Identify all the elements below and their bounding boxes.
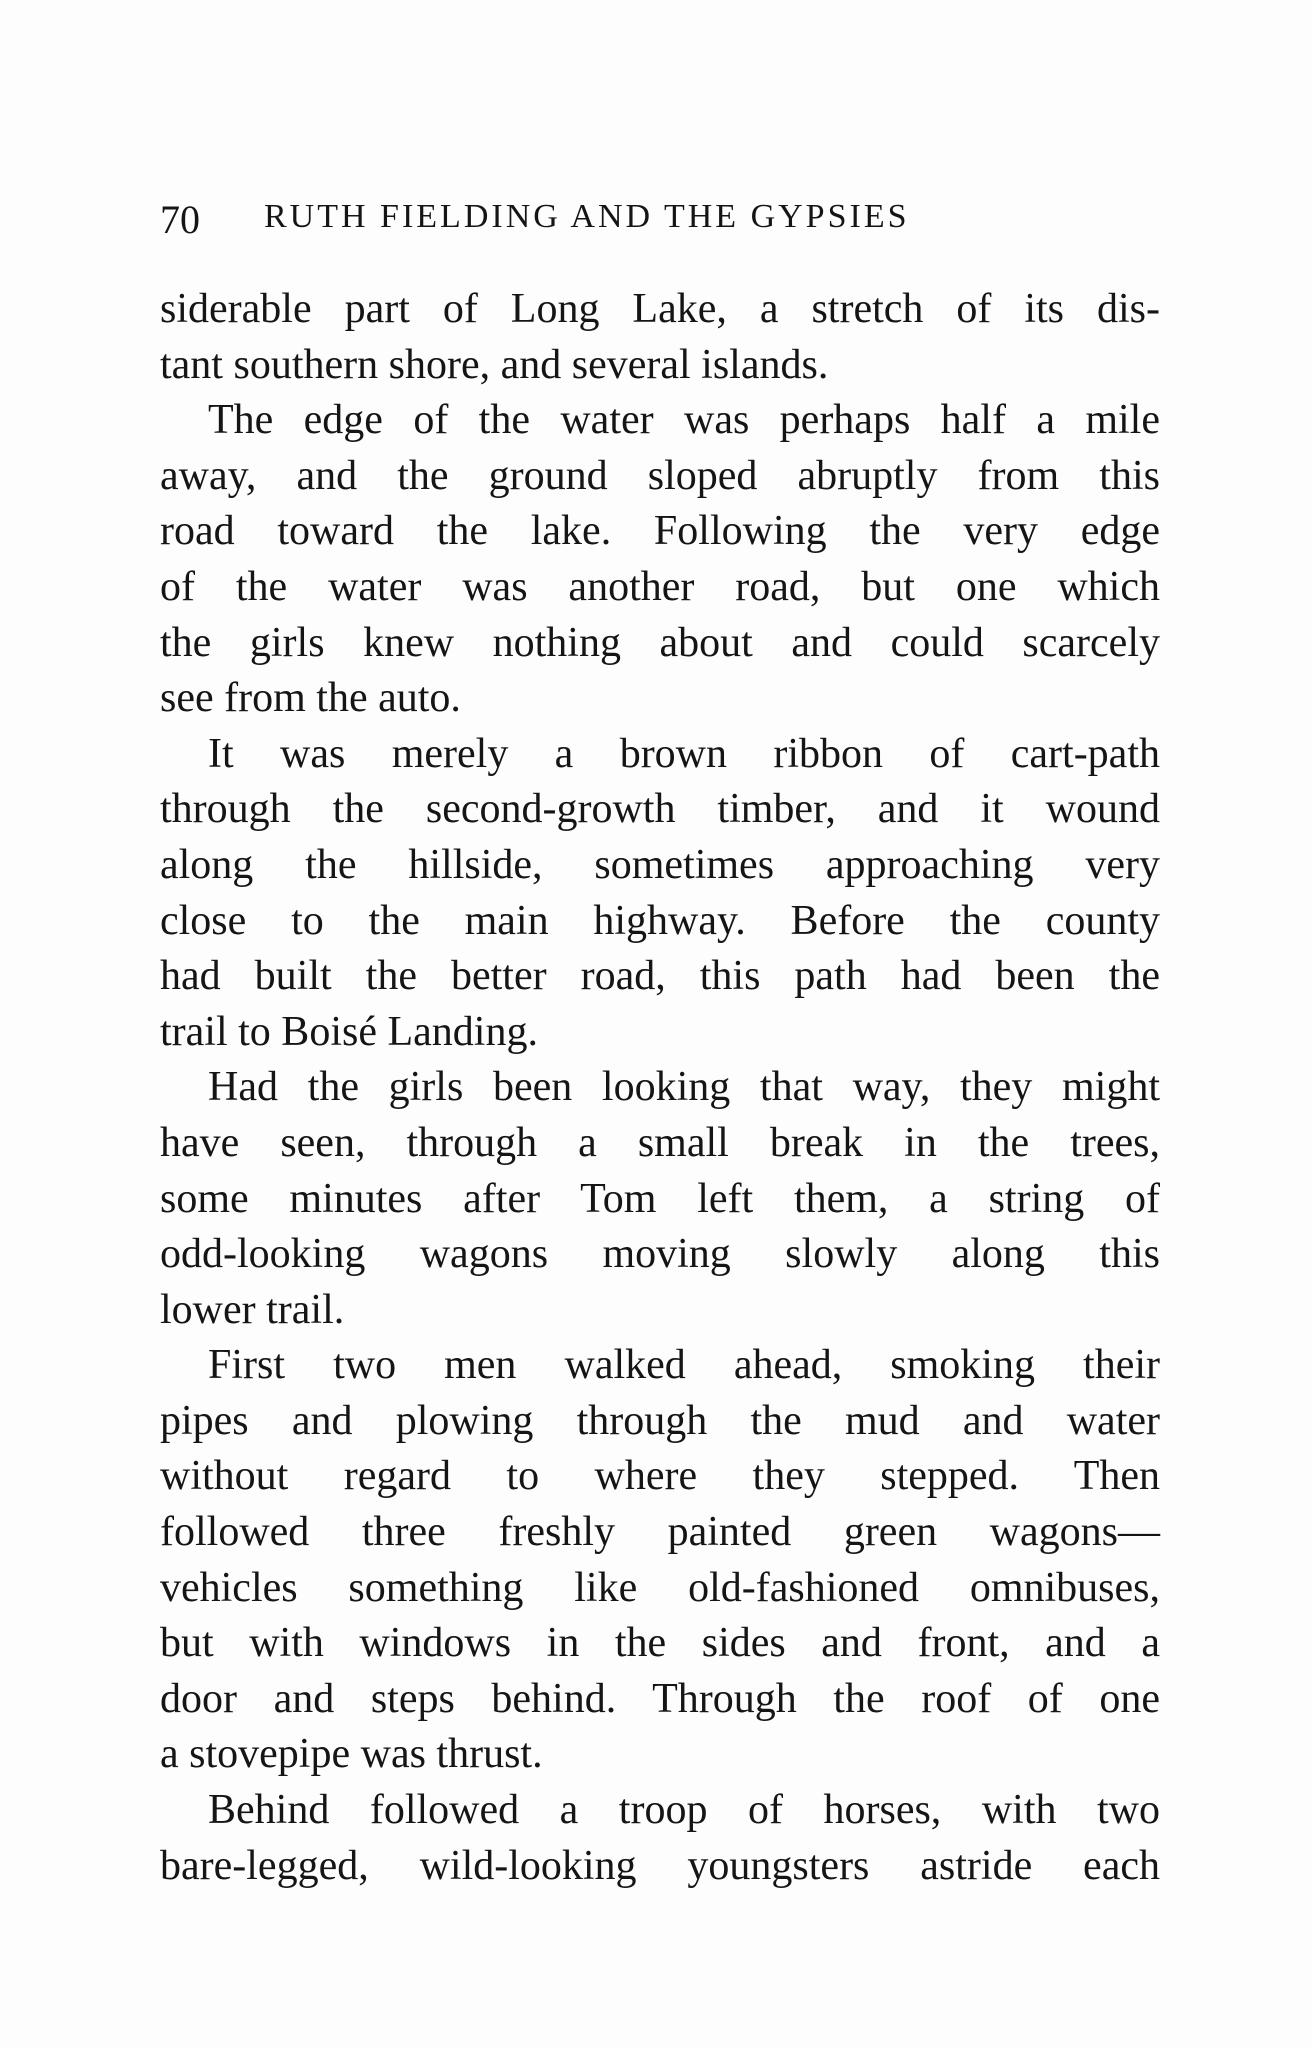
text-line: tant southern shore, and several islands. <box>160 341 829 388</box>
page-header <box>160 196 1160 246</box>
text-line: followed three freshly painted green wagons— <box>160 1509 1160 1556</box>
text-line: odd-looking wagons moving slowly along this <box>160 1231 1160 1278</box>
text-line: close to the main highway. Before the county <box>160 897 1160 944</box>
text-line: the girls knew nothing about and could scarcely <box>160 619 1160 666</box>
text-line: without regard to where they stepped. Then <box>160 1453 1160 1500</box>
text-line: The edge of the water was perhaps half a mile <box>208 397 1160 444</box>
text-line: pipes and plowing through the mud and water <box>160 1397 1160 1444</box>
text-line: First two men walked ahead, smoking their <box>208 1342 1160 1389</box>
text-line: but with windows in the sides and front, and a <box>160 1620 1160 1667</box>
text-line: lower trail. <box>160 1286 345 1333</box>
text-line: see from the auto. <box>160 675 461 722</box>
text-line: have seen, through a small break in the trees, <box>160 1119 1160 1166</box>
text-line: door and steps behind. Through the roof of one <box>160 1675 1160 1722</box>
text-line: It was merely a brown ribbon of cart-path <box>208 730 1160 777</box>
text-line: along the hillside, sometimes approaching very <box>160 841 1160 888</box>
text-line: Had the girls been looking that way, they might <box>208 1064 1160 1111</box>
text-line: trail to Boisé Landing. <box>160 1008 538 1055</box>
text-line: away, and the ground sloped abruptly from this <box>160 452 1160 499</box>
text-line: of the water was another road, but one which <box>160 563 1160 610</box>
text-line: siderable part of Long Lake, a stretch of its dis- <box>160 286 1160 332</box>
text-line: bare-legged, wild-looking youngsters astride each <box>160 1842 1160 1889</box>
body-text <box>160 282 1160 1894</box>
text-line: had built the better road, this path had been the <box>160 953 1160 1000</box>
running-head: RUTH FIELDING AND THE GYPSIES <box>264 198 910 235</box>
text-line: a stovepipe was thrust. <box>160 1731 543 1778</box>
page-number: 70 <box>160 197 200 242</box>
text-line: Behind followed a troop of horses, with two <box>208 1787 1160 1834</box>
text-line: vehicles something like old-fashioned omnibuses, <box>160 1564 1160 1611</box>
text-line: through the second-growth timber, and it wound <box>160 786 1160 833</box>
text-line: road toward the lake. Following the very edge <box>160 508 1160 555</box>
text-line: some minutes after Tom left them, a string of <box>160 1175 1160 1222</box>
